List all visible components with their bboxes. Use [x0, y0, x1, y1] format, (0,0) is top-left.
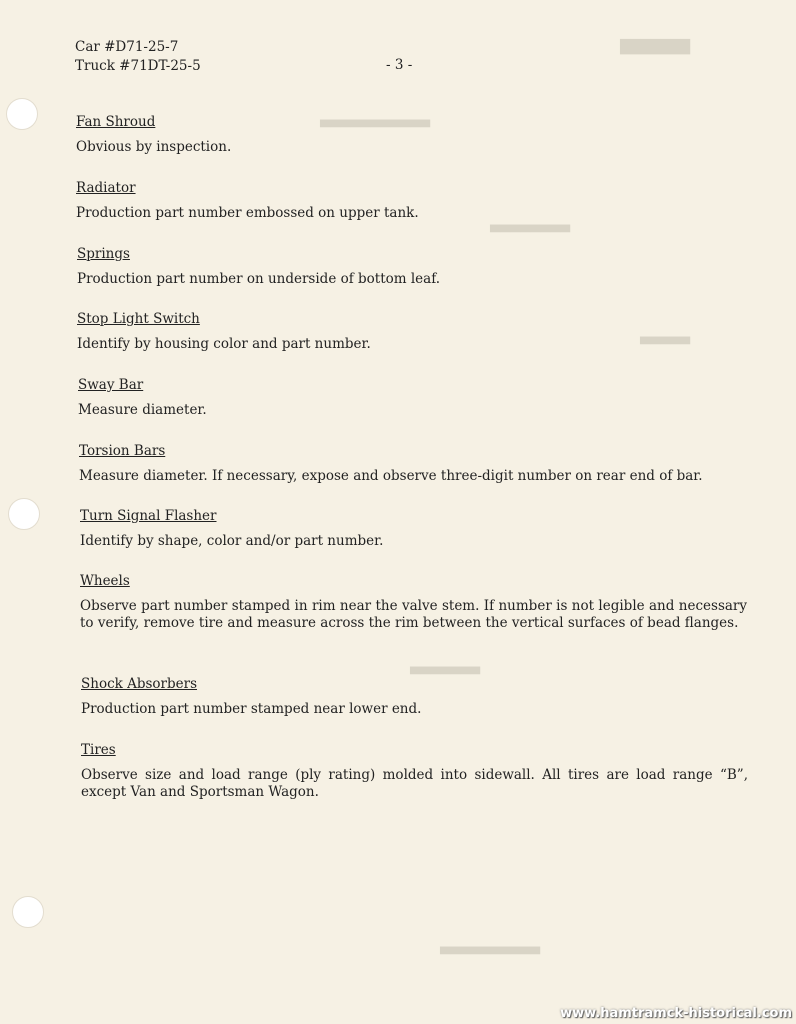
section-title: Shock Absorbers — [81, 676, 198, 692]
section-torsion-bars — [79, 443, 749, 485]
bleed-through-mark: ▄▄▄▄▄▄▄ — [410, 660, 480, 675]
section-title: Wheels — [80, 573, 130, 589]
site-watermark: www.hamtramck-historical.com — [560, 1006, 792, 1021]
section-radiator — [76, 180, 736, 222]
binder-hole — [6, 98, 38, 130]
section-title: Torsion Bars — [79, 443, 166, 459]
section-stop-light-switch — [77, 311, 737, 353]
section-title: Sway Bar — [78, 377, 144, 393]
binder-hole — [8, 498, 40, 530]
binder-hole — [12, 896, 44, 928]
section-shock-absorbers — [81, 676, 741, 718]
section-body: Observe part number stamped in rim near the valve stem. If number is not legible and necessary to verify, remove tire and measure across the rim between the vertical surfaces of bead flanges. — [80, 598, 747, 631]
section-title: Turn Signal Flasher — [80, 508, 217, 524]
section-body: Observe size and load range (ply rating) molded into sidewall. All tires are load range “B”, except Van and Sportsman Wagon. — [81, 767, 748, 800]
section-turn-signal-flasher — [80, 508, 740, 550]
bleed-through-mark: ▄▄▄▄▄ — [640, 330, 690, 345]
section-body: Production part number on underside of bottom leaf. — [77, 271, 441, 287]
section-body: Production part number stamped near lower end. — [81, 701, 422, 717]
section-title: Stop Light Switch — [77, 311, 200, 327]
section-wheels — [80, 573, 747, 632]
bleed-through-mark: ▄▄▄▄▄▄▄▄▄▄ — [440, 940, 540, 955]
section-body: Obvious by inspection. — [76, 139, 232, 155]
section-tires — [81, 742, 748, 801]
section-body: Identify by housing color and part number. — [77, 336, 371, 352]
bleed-through-mark: ███████ — [620, 40, 690, 55]
truck-number: Truck #71DT-25-5 — [75, 58, 201, 74]
bleed-through-mark: ▄▄▄▄▄▄▄▄ — [490, 218, 570, 233]
section-title: Tires — [81, 742, 116, 758]
section-body: Measure diameter. — [78, 402, 207, 418]
section-springs — [77, 246, 737, 288]
section-fan-shroud — [76, 114, 736, 156]
car-number: Car #D71-25-7 — [75, 39, 179, 55]
section-body: Identify by shape, color and/or part number. — [80, 533, 384, 549]
section-body: Measure diameter. If necessary, expose and observe three-digit number on rear end of bar. — [79, 468, 703, 484]
section-title: Fan Shroud — [76, 114, 156, 130]
page-number: - 3 - — [386, 57, 413, 73]
section-body: Production part number embossed on upper tank. — [76, 205, 419, 221]
bleed-through-mark: ▄▄▄▄▄▄▄▄▄▄▄ — [320, 113, 430, 128]
section-title: Springs — [77, 246, 130, 262]
document-header — [75, 38, 201, 76]
section-sway-bar — [78, 377, 738, 419]
section-title: Radiator — [76, 180, 136, 196]
